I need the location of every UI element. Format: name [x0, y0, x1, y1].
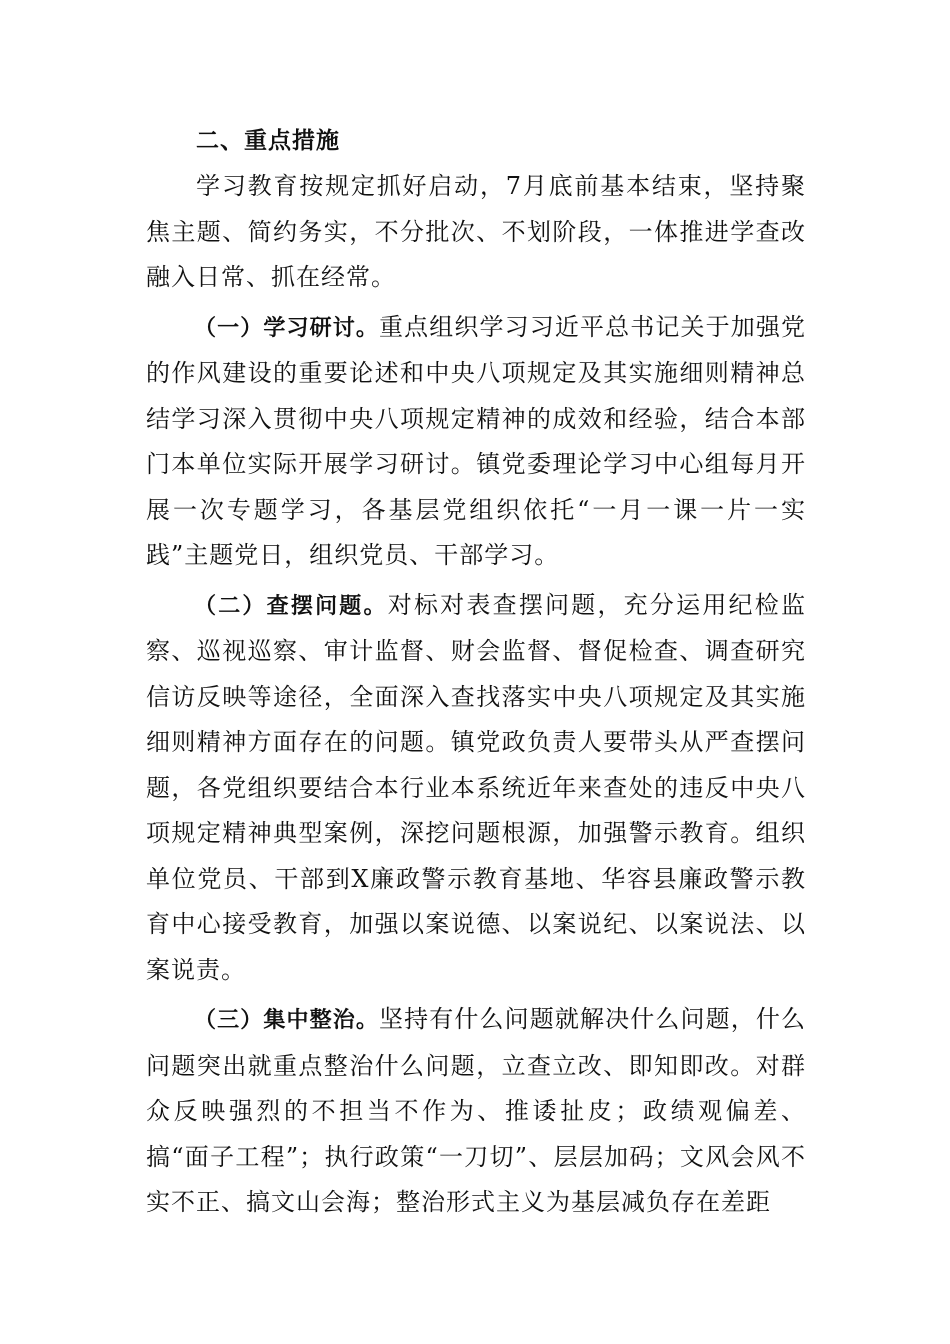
item-body-rectification: 坚持有什么问题就解决什么问题，什么问题突出就重点整治什么问题，立查立改、即知即改。对群众反映强烈的不担当不作为、推诿扯皮；政绩观偏差、搞“面子工程”；执行政策“一刀切”、层层加码；文风会风不实不正、搞文山会海；整治形式主义为基层减负存在差距 — [146, 1005, 806, 1216]
item-title-study: （一）学习研讨。 — [194, 315, 379, 341]
item-title-problems: （二）查摆问题。 — [194, 593, 388, 619]
intro-paragraph: 学习教育按规定抓好启动，7月底前基本结束，坚持聚焦主题、简约务实，不分批次、不划阶段，一体推进学查改融入日常、抓在经常。 — [146, 172, 806, 291]
item-body-study: 重点组织学习习近平总书记关于加强党的作风建设的重要论述和中央八项规定及其实施细则精神总结学习深入贯彻中央八项规定精神的成效和经验，结合本部门本单位实际开展学习研讨。镇党委理论学习中心组每月开展一次专题学习，各基层党组织依托“一月一课一片一实践”主题党日，组织党员、干部学习。 — [146, 312, 806, 569]
item-body-problems: 对标对表查摆问题，充分运用纪检监察、巡视巡察、审计监督、财会监督、督促检查、调查研究信访反映等途径，全面深入查找落实中央八项规定及其实施细则精神方面存在的问题。镇党政负责人要带头从严查摆问题，各党组织要结合本行业本系统近年来查处的违反中央八项规定精神典型案例，深挖问题根源，加强警示教育。组织单位党员、干部到X廉政警示教育基地、华容县廉政警示教育中心接受教育，加强以案说德、以案说纪、以案说法、以案说责。 — [146, 590, 806, 984]
document-page — [146, 118, 806, 1230]
item-paragraph-rectification — [146, 997, 806, 1226]
item-title-rectification: （三）集中整治。 — [194, 1008, 379, 1033]
item-paragraph-study — [146, 305, 806, 579]
section-heading: 二、重点措施 — [196, 128, 340, 154]
item-paragraph-problems — [146, 583, 806, 994]
